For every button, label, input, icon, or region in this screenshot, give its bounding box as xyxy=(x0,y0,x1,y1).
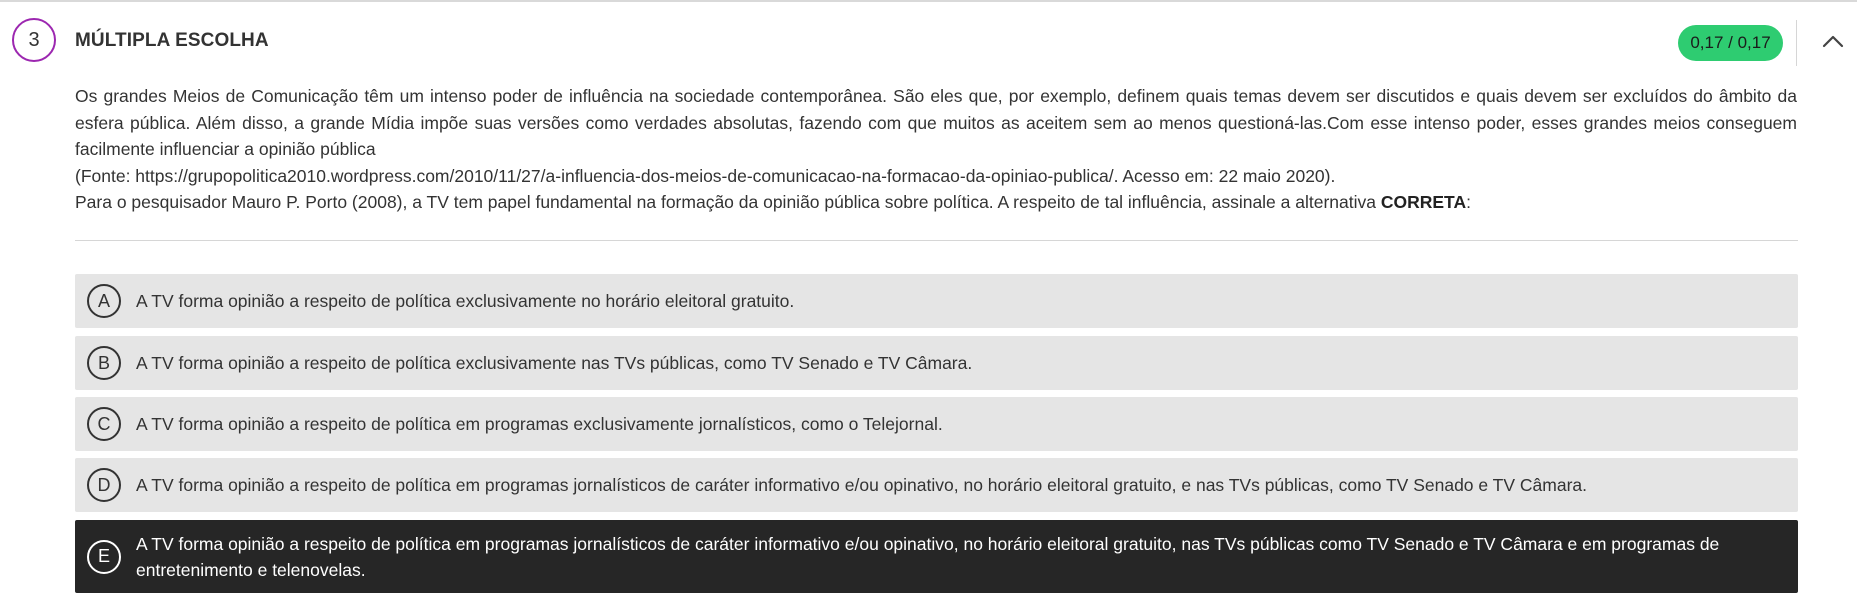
option-text: A TV forma opinião a respeito de política em programas jornalísticos de caráter informativo e/ou opinativo, no horário eleitoral gratuito, e nas TVs públicas, como TV Senado e TV Câmara. xyxy=(136,475,1587,495)
chevron-up-icon xyxy=(1817,26,1849,58)
option-b[interactable] xyxy=(75,336,1798,390)
option-letter: D xyxy=(87,468,121,502)
option-letter: A xyxy=(87,284,121,318)
option-letter: B xyxy=(87,346,121,380)
option-e[interactable] xyxy=(75,520,1798,593)
question-prompt-end: : xyxy=(1466,192,1471,212)
question-prompt-emphasis: CORRETA xyxy=(1380,192,1467,212)
question-paragraph: Os grandes Meios de Comunicação têm um intenso poder de influência na sociedade contemporânea. São eles que, por exemplo, definem quais temas devem ser discutidos e quais devem ser excluídos do âmbito da esfera pública. Além disso, a grande Mídia impõe suas versões como verdades absolutas, fazendo com que muitos as aceitem sem ao menos questioná-las.Com esse intenso poder, esses grandes meios conseguem facilmente influenciar a opinião pública xyxy=(75,86,1797,159)
option-text: A TV forma opinião a respeito de política exclusivamente nas TVs públicas, como TV Senado e TV Câmara. xyxy=(136,353,973,373)
option-a[interactable] xyxy=(75,274,1798,328)
question-source: (Fonte: https://grupopolitica2010.wordpress.com/2010/11/27/a-influencia-dos-meios-de-comunicacao-na-formacao-da-opiniao-publica/. Acesso em: 22 maio 2020). xyxy=(75,165,1336,186)
statement-divider xyxy=(75,240,1798,241)
option-text: A TV forma opinião a respeito de política em programas exclusivamente jornalísticos, como o Telejornal. xyxy=(136,414,943,434)
question-statement xyxy=(75,83,1797,216)
option-c[interactable] xyxy=(75,397,1798,451)
question-type-label: MÚLTIPLA ESCOLHA xyxy=(75,30,269,51)
score-badge: 0,17 / 0,17 xyxy=(1678,25,1783,61)
collapse-button[interactable] xyxy=(1817,26,1849,58)
header-divider xyxy=(1796,20,1797,66)
question-prompt xyxy=(75,189,1797,216)
option-letter: C xyxy=(87,407,121,441)
question-prompt-text: Para o pesquisador Mauro P. Porto (2008), a TV tem papel fundamental na formação da opinião pública sobre política. A respeito de tal influência, assinale a alternativa xyxy=(75,192,1381,212)
option-text: A TV forma opinião a respeito de política exclusivamente no horário eleitoral gratuito. xyxy=(136,291,795,311)
option-text: A TV forma opinião a respeito de política em programas jornalísticos de caráter informativo e/ou opinativo, no horário eleitoral gratuito, nas TVs públicas como TV Senado e TV Câmara e em programas de entretenimento e telenovelas. xyxy=(136,533,1720,580)
option-letter: E xyxy=(87,540,121,574)
option-d[interactable] xyxy=(75,458,1798,512)
question-number-badge: 3 xyxy=(12,18,56,62)
